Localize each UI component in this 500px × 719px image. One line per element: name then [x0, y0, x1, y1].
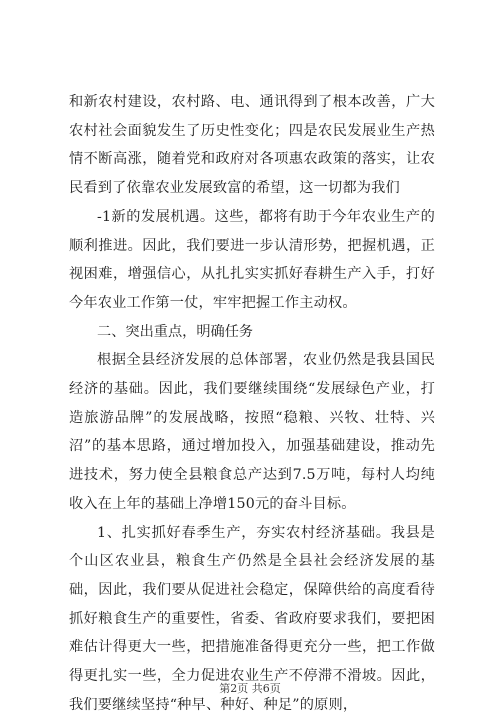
paragraph-1: 和新农村建设，农村路、电、通讯得到了根本改善，广大农村社会面貌发生了历史性变化；四是农民发展业生产热情不断高涨，随着党和政府对各项惠农政策的落实，让农民看到了依靠农业发展致富的希望，这一切都为我们 — [69, 94, 435, 197]
paragraph-2: -1新的发展机遇。这些，都将有助于今年农业生产的顺利推进。因此，我们要进一步认清形势，把握机遇，正视困难，增强信心，从扎扎实实抓好春耕生产入手，打好今年农业工作第一仗，牢牢把握工作主动权。 — [69, 208, 435, 311]
paragraph-3: 根据全县经济发展的总体部署，农业仍然是我县国民经济的基础。因此，我们要继续围绕“发展绿色产业，打造旅游品牌”的发展战略，按照“稳粮、兴牧、壮特、兴沼”的基本思路，通过增加投入，加强基础建设，推动先进技术，努力使全县粮食总产达到7.5万吨，每村人均纯收入在上年的基础上净增150元的奋斗目标。 — [69, 352, 435, 512]
section-heading: 二、突出重点，明确任务 — [97, 323, 254, 340]
paragraph-4: 1、扎实抓好春季生产，夯实农村经济基础。我县是个山区农业县，粮食生产仍然是全县社会经济发展的基础，因此，我们要从促进社会稳定，保障供给的高度看待抓好粮食生产的重要性，省委、省政府要求我们，要把困难估计得更大一些，把措施准备得更充分一些，把工作做得更扎实一些，全力促进农业生产不停滞不滑坡。因此，我们要继续坚持“种早、种好、种足”的原则， — [69, 524, 435, 713]
document-body — [69, 88, 435, 719]
page-number-footer: 第2页 共6页 — [219, 682, 281, 695]
